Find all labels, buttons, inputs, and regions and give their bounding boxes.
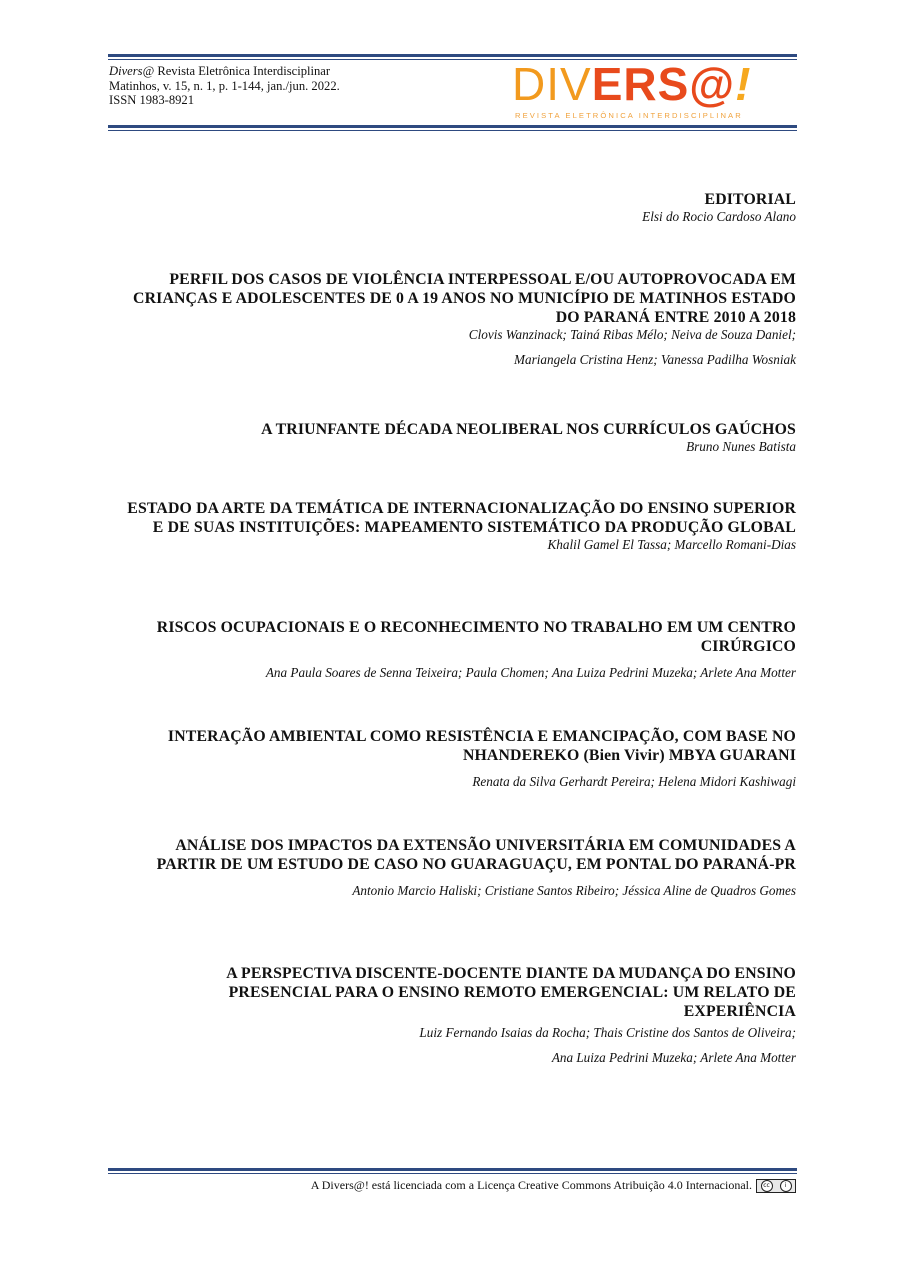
article-title[interactable]: PERFIL DOS CASOS DE VIOLÊNCIA INTERPESSOAL E/OU AUTOPROVOCADA EM CRIANÇAS E ADOLESCENTES DE 0 A 19 ANOS NO MUNICÍPIO DE MATINHOS ESTADO DO PARANÁ ENTRE 2010 A 2018	[133, 271, 796, 326]
logo-subtitle: REVISTA ELETRÔNICA INTERDISCIPLINAR	[515, 111, 743, 120]
article-authors: Ana Paula Soares de Senna Teixeira; Paula Chomen; Ana Luiza Pedrini Muzeka; Arlete Ana Motter	[265, 665, 796, 680]
author-line: Luiz Fernando Isaias da Rocha; Thais Cristine dos Santos de Oliveira;	[419, 1025, 796, 1040]
logo-part-at: @	[689, 58, 736, 110]
toc-entry	[108, 727, 796, 790]
logo-wordmark	[512, 57, 751, 111]
license-text: A Divers@! está licenciada com a Licença Creative Commons Atribuição 4.0 Internacional.	[310, 1178, 752, 1192]
article-title[interactable]: EDITORIAL	[704, 191, 796, 208]
toc-entry	[138, 618, 796, 681]
author-line: Ana Luiza Pedrini Muzeka; Arlete Ana Motter	[551, 1050, 796, 1065]
volume-line: Matinhos, v. 15, n. 1, p. 1-144, jan./jun. 2022.	[109, 78, 340, 93]
article-title[interactable]: ANÁLISE DOS IMPACTOS DA EXTENSÃO UNIVERSITÁRIA EM COMUNIDADES A PARTIR DE UM ESTUDO DE CASO NO GUARAGUAÇU, EM PONTAL DO PARANÁ-PR	[156, 837, 796, 873]
header-rule-bottom	[108, 125, 797, 131]
article-authors: Renata da Silva Gerhardt Pereira; Helena Midori Kashiwagi	[472, 774, 796, 789]
article-authors: Bruno Nunes Batista	[686, 439, 796, 454]
toc-entry	[116, 499, 796, 553]
article-title[interactable]: INTERAÇÃO AMBIENTAL COMO RESISTÊNCIA E EMANCIPAÇÃO, COM BASE NO NHANDEREKO (Bien Vivir) MBYA GUARANI	[167, 728, 796, 764]
article-authors: Elsi do Rocio Cardoso Alano	[642, 209, 796, 224]
footer-rule	[108, 1168, 797, 1174]
toc-entry	[108, 190, 796, 225]
journal-logo	[512, 58, 774, 125]
by-icon: i	[780, 1180, 792, 1192]
article-title[interactable]: ESTADO DA ARTE DA TEMÁTICA DE INTERNACIONALIZAÇÃO DO ENSINO SUPERIOR E DE SUAS INSTITUIÇÕES: MAPEAMENTO SISTEMÁTICO DA PRODUÇÃO GLOBAL	[127, 500, 796, 536]
article-title[interactable]: A TRIUNFANTE DÉCADA NEOLIBERAL NOS CURRÍCULOS GAÚCHOS	[261, 421, 796, 438]
author-line: Mariangela Cristina Henz; Vanessa Padilha Wosniak	[514, 352, 796, 367]
article-authors: Antonio Marcio Haliski; Cristiane Santos Ribeiro; Jéssica Aline de Quadros Gomes	[352, 883, 796, 898]
toc-entry	[108, 270, 796, 368]
article-title[interactable]: RISCOS OCUPACIONAIS E O RECONHECIMENTO NO TRABALHO EM UM CENTRO CIRÚRGICO	[156, 619, 796, 655]
article-authors: Khalil Gamel El Tassa; Marcello Romani-Dias	[547, 537, 796, 552]
journal-name-line	[109, 64, 340, 79]
toc-entry	[128, 964, 796, 1066]
author-line: Clovis Wanzinack; Tainá Ribas Mélo; Neiva de Souza Daniel;	[468, 327, 796, 342]
journal-name-italic: Divers@	[109, 64, 155, 78]
article-title[interactable]: A PERSPECTIVA DISCENTE-DOCENTE DIANTE DA MUDANÇA DO ENSINO PRESENCIAL PARA O ENSINO REMOTO EMERGENCIAL: UM RELATO DE EXPERIÊNCIA	[226, 965, 796, 1020]
toc-entry	[118, 836, 796, 899]
article-authors	[128, 1025, 796, 1066]
logo-part-bang: !	[735, 58, 752, 110]
article-authors	[108, 327, 796, 368]
journal-info	[109, 64, 340, 108]
license-footer	[311, 1178, 796, 1193]
issn-line: ISSN 1983-8921	[109, 93, 195, 107]
logo-part-div: DIV	[512, 58, 592, 110]
toc-entry	[108, 420, 796, 455]
creative-commons-by-icon[interactable]	[756, 1179, 796, 1193]
journal-name-rest: Revista Eletrônica Interdisciplinar	[154, 64, 331, 78]
logo-part-ers: ERS	[591, 58, 690, 110]
cc-icon: cc	[761, 1180, 773, 1192]
